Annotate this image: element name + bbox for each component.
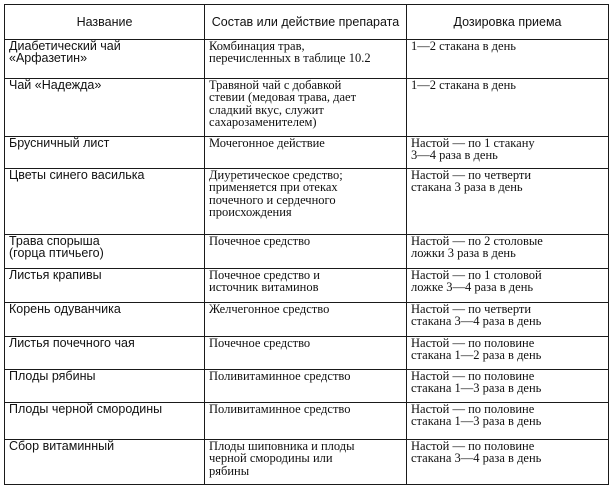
cell-composition: Мочегонное действие — [205, 137, 407, 169]
table-row — [5, 137, 609, 169]
cell-dosage: Настой — по четверти стакана 3—4 раза в день — [407, 303, 609, 337]
cell-dosage: Настой — по 1 стакану 3—4 раза в день — [407, 137, 609, 169]
table-row — [5, 40, 609, 79]
cell-name: Плоды черной смородины — [5, 403, 205, 440]
table-header — [5, 5, 609, 40]
cell-composition: Комбинация трав, перечисленных в таблице 10.2 — [205, 40, 407, 79]
cell-composition: Почечное средство — [205, 235, 407, 269]
table-row — [5, 370, 609, 403]
cell-name: Цветы синего василька — [5, 169, 205, 235]
cell-dosage: 1—2 стакана в день — [407, 79, 609, 137]
cell-dosage: Настой — по половине стакана 3—4 раза в день — [407, 440, 609, 485]
cell-composition: Желчегонное средство — [205, 303, 407, 337]
cell-composition: Поливитаминное средство — [205, 403, 407, 440]
cell-name: Плоды рябины — [5, 370, 205, 403]
table-row — [5, 79, 609, 137]
table-row — [5, 440, 609, 485]
cell-composition: Поливитаминное средство — [205, 370, 407, 403]
cell-name: Листья крапивы — [5, 269, 205, 303]
table-row — [5, 337, 609, 370]
cell-dosage: 1—2 стакана в день — [407, 40, 609, 79]
header-name: Название — [5, 5, 205, 40]
cell-composition: Диуретическое средство; применяется при отеках почечного и сердечного происхождения — [205, 169, 407, 235]
cell-dosage: Настой — по половине стакана 1—3 раза в день — [407, 403, 609, 440]
table-row — [5, 303, 609, 337]
table-body — [5, 40, 609, 485]
cell-name: Чай «Надежда» — [5, 79, 205, 137]
cell-name: Сбор витаминный — [5, 440, 205, 485]
header-row — [5, 5, 609, 40]
cell-name: Листья почечного чая — [5, 337, 205, 370]
herbal-remedies-table — [4, 4, 609, 485]
table-row — [5, 169, 609, 235]
cell-name: Трава спорыша (горца птичьего) — [5, 235, 205, 269]
header-composition: Состав или действие препарата — [205, 5, 407, 40]
cell-dosage: Настой — по половине стакана 1—2 раза в день — [407, 337, 609, 370]
document-page — [4, 4, 608, 496]
cell-name: Корень одуванчика — [5, 303, 205, 337]
cell-composition: Травяной чай с добавкой стевии (медовая трава, дает сладкий вкус, служит сахарозаменителем) — [205, 79, 407, 137]
table-row — [5, 403, 609, 440]
table-row — [5, 235, 609, 269]
header-dosage: Дозировка приема — [407, 5, 609, 40]
cell-composition: Почечное средство и источник витаминов — [205, 269, 407, 303]
cell-dosage: Настой — по четверти стакана 3 раза в день — [407, 169, 609, 235]
cell-dosage: Настой — по 2 столовые ложки 3 раза в день — [407, 235, 609, 269]
cell-dosage: Настой — по 1 столовой ложке 3—4 раза в день — [407, 269, 609, 303]
cell-name: Диабетический чай «Арфазетин» — [5, 40, 205, 79]
cell-composition: Почечное средство — [205, 337, 407, 370]
cell-composition: Плоды шиповника и плоды черной смородины или рябины — [205, 440, 407, 485]
cell-name: Брусничный лист — [5, 137, 205, 169]
table-row — [5, 269, 609, 303]
cell-dosage: Настой — по половине стакана 1—3 раза в день — [407, 370, 609, 403]
